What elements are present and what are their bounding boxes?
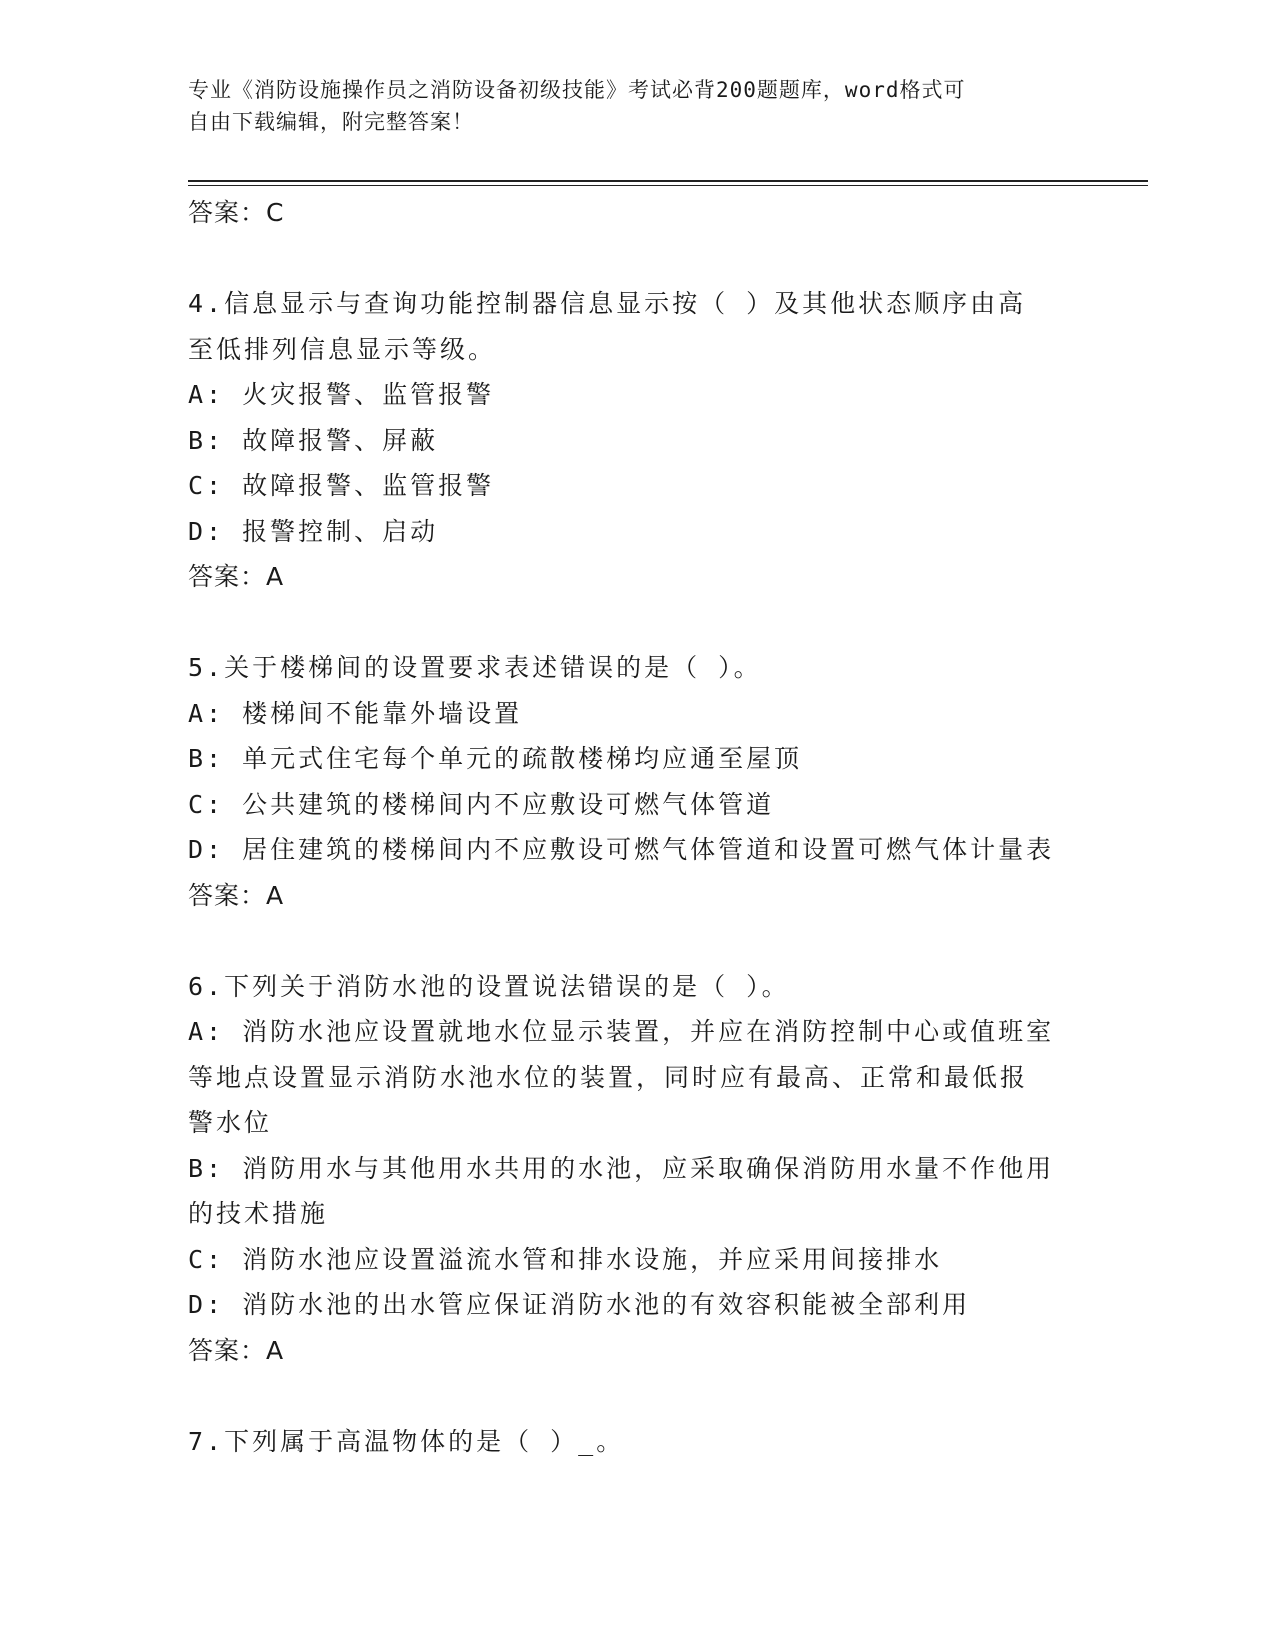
question-6	[188, 964, 1078, 1374]
answer: 答案：A	[188, 1335, 285, 1365]
option-b-continued: 的技术措施	[188, 1199, 329, 1228]
question-list	[188, 190, 1078, 1464]
spacer	[188, 1373, 1078, 1419]
spacer	[188, 918, 1078, 964]
question-5	[188, 645, 1078, 918]
option-c: C: 故障报警、监管报警	[188, 471, 495, 500]
header-title-line-2: 自由下载编辑，附完整答案！	[188, 110, 474, 134]
question-stem: 7.下列属于高温物体的是（ ）_。	[188, 1426, 625, 1456]
question-7	[188, 1419, 1078, 1465]
option-b: B: 单元式住宅每个单元的疏散楼梯均应通至屋顶	[188, 744, 803, 773]
option-a: A: 火灾报警、监管报警	[188, 380, 495, 409]
question-stem: 4.信息显示与查询功能控制器信息显示按（ ）及其他状态顺序由高	[188, 289, 1027, 318]
option-b: B: 故障报警、屏蔽	[188, 425, 439, 455]
answer-previous: 答案：C	[188, 198, 285, 227]
header-rule-thick	[188, 180, 1148, 182]
answer: 答案：A	[188, 880, 285, 910]
option-a: A: 楼梯间不能靠外墙设置	[188, 698, 523, 728]
option-a: A: 消防水池应设置就地水位显示装置，并应在消防控制中心或值班室	[188, 1017, 1055, 1046]
option-d: D: 报警控制、启动	[188, 516, 439, 546]
answer: 答案：A	[188, 562, 285, 591]
option-d: D: 居住建筑的楼梯间内不应敷设可燃气体管道和设置可燃气体计量表	[188, 835, 1055, 864]
question-stem: 5.关于楼梯间的设置要求表述错误的是（ ）。	[188, 653, 762, 682]
document-header	[188, 74, 1068, 138]
option-b: B: 消防用水与其他用水共用的水池，应采取确保消防用水量不作他用	[188, 1153, 1055, 1183]
header-rule-thin	[188, 185, 1148, 186]
option-a-continued: 等地点设置显示消防水池水位的装置，同时应有最高、正常和最低报	[188, 1062, 1029, 1092]
spacer	[188, 600, 1078, 646]
header-title-line-1: 专业《消防设施操作员之消防设备初级技能》考试必背200题题库，word格式可	[188, 78, 966, 102]
question-stem-continued: 至低排列信息显示等级。	[188, 334, 497, 364]
option-c: C: 消防水池应设置溢流水管和排水设施，并应采用间接排水	[188, 1244, 943, 1274]
question-stem: 6.下列关于消防水池的设置说法错误的是（ ）。	[188, 971, 790, 1001]
option-a-continued: 警水位	[188, 1108, 273, 1137]
question-4	[188, 281, 1078, 600]
option-c: C: 公共建筑的楼梯间内不应敷设可燃气体管道	[188, 789, 775, 819]
option-d: D: 消防水池的出水管应保证消防水池的有效容积能被全部利用	[188, 1290, 971, 1319]
spacer	[188, 236, 1078, 282]
